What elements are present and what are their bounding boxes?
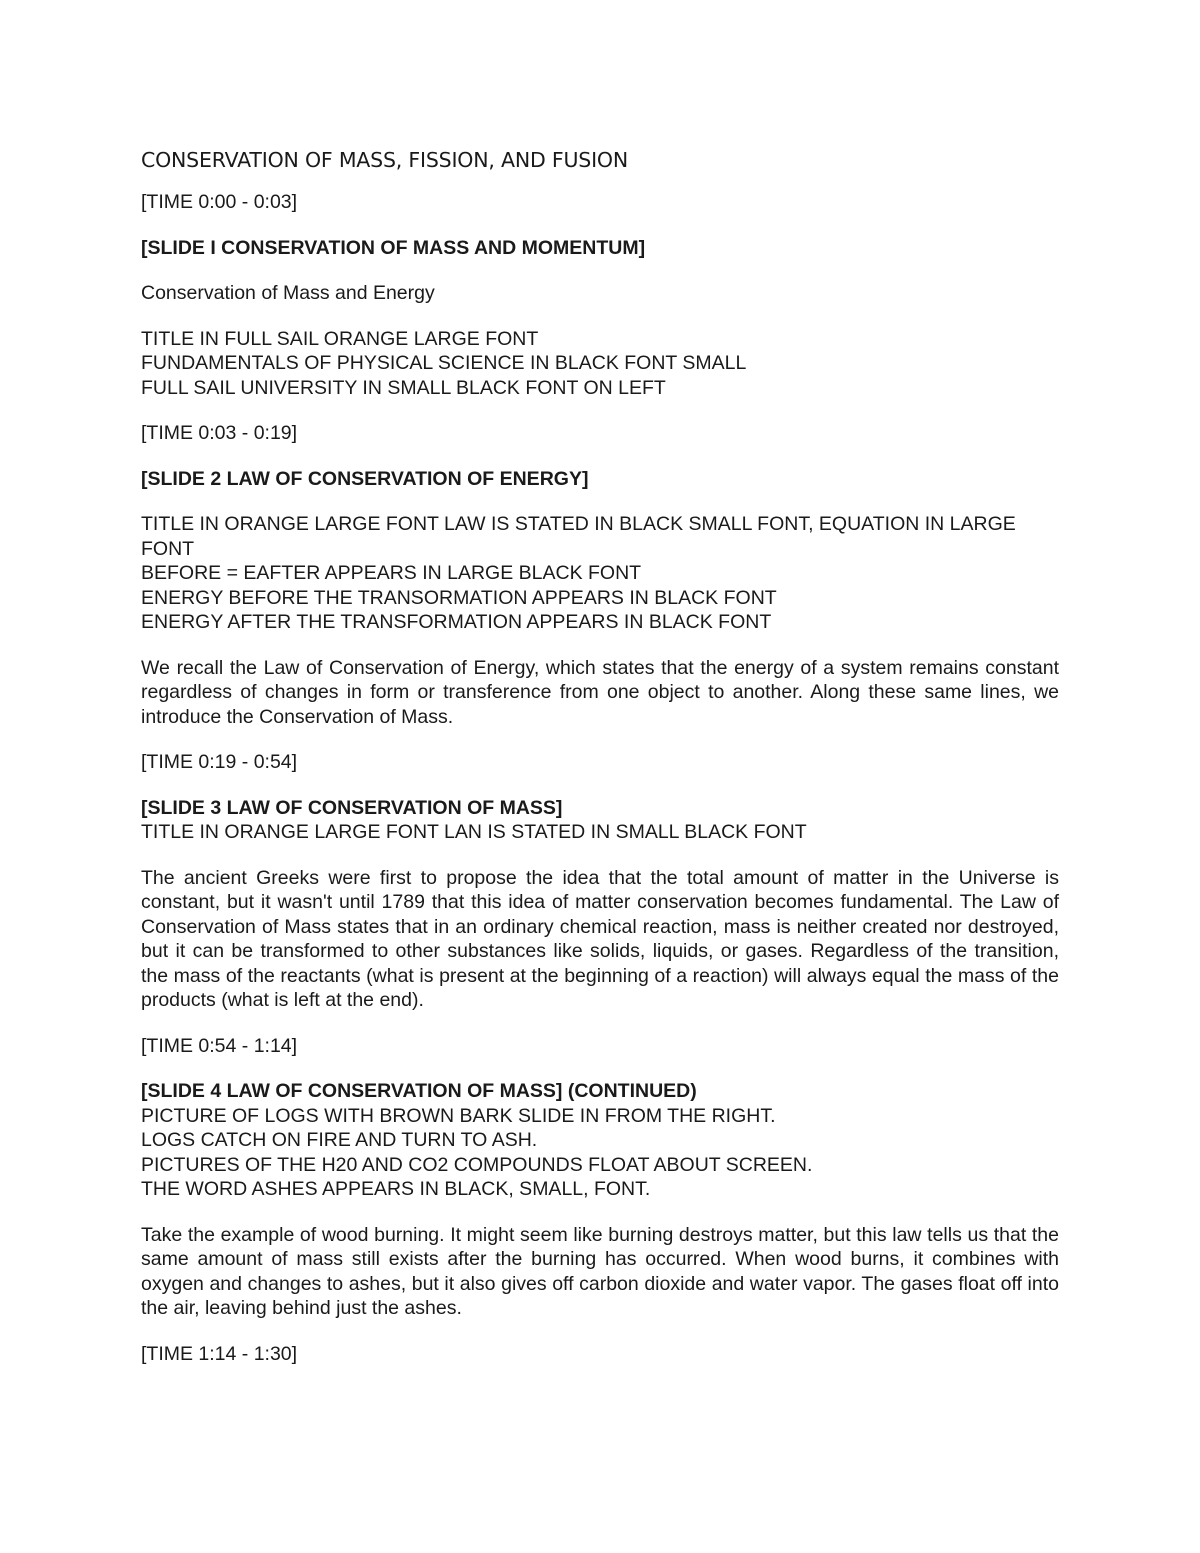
slide-text: Conservation of Mass and Energy [141, 282, 435, 304]
slide-directions [141, 327, 1059, 401]
document-title: CONSERVATION OF MASS, FISSION, AND FUSION [141, 148, 628, 172]
time-marker: [TIME 0:00 - 0:03] [141, 191, 298, 213]
direction-line: TITLE IN ORANGE LARGE FONT LAN IS STATED IN SMALL BLACK FONT [141, 821, 807, 843]
direction-line: ENERGY AFTER THE TRANSFORMATION APPEARS IN BLACK FONT [141, 611, 772, 633]
direction-line: THE WORD ASHES APPEARS IN BLACK, SMALL, FONT. [141, 1178, 651, 1200]
time-marker: [TIME 0:03 - 0:19] [141, 422, 298, 444]
document-body [141, 146, 1059, 1366]
slide-heading: [SLIDE I CONSERVATION OF MASS AND MOMENTUM] [141, 236, 646, 259]
time-marker: [TIME 1:14 - 1:30] [141, 1342, 298, 1365]
time-marker: [TIME 0:19 - 0:54] [141, 751, 298, 773]
direction-line: PICTURE OF LOGS WITH BROWN BARK SLIDE IN FROM THE RIGHT. [141, 1104, 776, 1127]
slide-block [141, 796, 1059, 845]
slide-heading: [SLIDE 3 LAW OF CONSERVATION OF MASS] [141, 796, 563, 819]
narration-paragraph: The ancient Greeks were first to propose the idea that the total amount of matter in the Universe is constant, but it wasn't until 1789 that this idea of matter conservation becomes fundamental. The Law of Conservation of Mass states that in an ordinary chemical reaction, mass is neither created nor destroyed, but it can be transformed to other substances like solids, liquids, or gases. Regardless of the transition, the mass of the reactants (what is present at the beginning of a reaction) will always equal the mass of the products (what is left at the end). [141, 866, 1059, 1011]
direction-line: PICTURES OF THE H20 AND CO2 COMPOUNDS FLOAT ABOUT SCREEN. [141, 1153, 813, 1176]
direction-line: FULL SAIL UNIVERSITY IN SMALL BLACK FONT ON LEFT [141, 376, 666, 399]
narration-paragraph: We recall the Law of Conservation of Energy, which states that the energy of a system remains constant regardless of changes in form or transference from one object to another. Along these same lines, we introduce the Conservation of Mass. [141, 656, 1059, 728]
direction-line: BEFORE = EAFTER APPEARS IN LARGE BLACK FONT [141, 562, 642, 584]
direction-line: FUNDAMENTALS OF PHYSICAL SCIENCE IN BLACK FONT SMALL [141, 352, 747, 374]
direction-line: LOGS CATCH ON FIRE AND TURN TO ASH. [141, 1129, 538, 1151]
slide-heading: [SLIDE 2 LAW OF CONSERVATION OF ENERGY] [141, 467, 589, 490]
time-marker: [TIME 0:54 - 1:14] [141, 1034, 298, 1057]
slide-heading: [SLIDE 4 LAW OF CONSERVATION OF MASS] (CONTINUED) [141, 1080, 697, 1102]
direction-line: ENERGY BEFORE THE TRANSORMATION APPEARS IN BLACK FONT [141, 586, 777, 609]
narration-paragraph: Take the example of wood burning. It might seem like burning destroys matter, but this law tells us that the same amount of mass still exists after the burning has occurred. When wood burns, it combines with oxygen and changes to ashes, but it also gives off carbon dioxide and water vapor. The gases float off into the air, leaving behind just the ashes. [141, 1223, 1059, 1319]
direction-line: TITLE IN FULL SAIL ORANGE LARGE FONT [141, 327, 539, 350]
direction-line: TITLE IN ORANGE LARGE FONT LAW IS STATED IN BLACK SMALL FONT, EQUATION IN LARGE FONT [141, 513, 1016, 560]
slide-directions [141, 512, 1059, 635]
slide-block [141, 1079, 1059, 1202]
